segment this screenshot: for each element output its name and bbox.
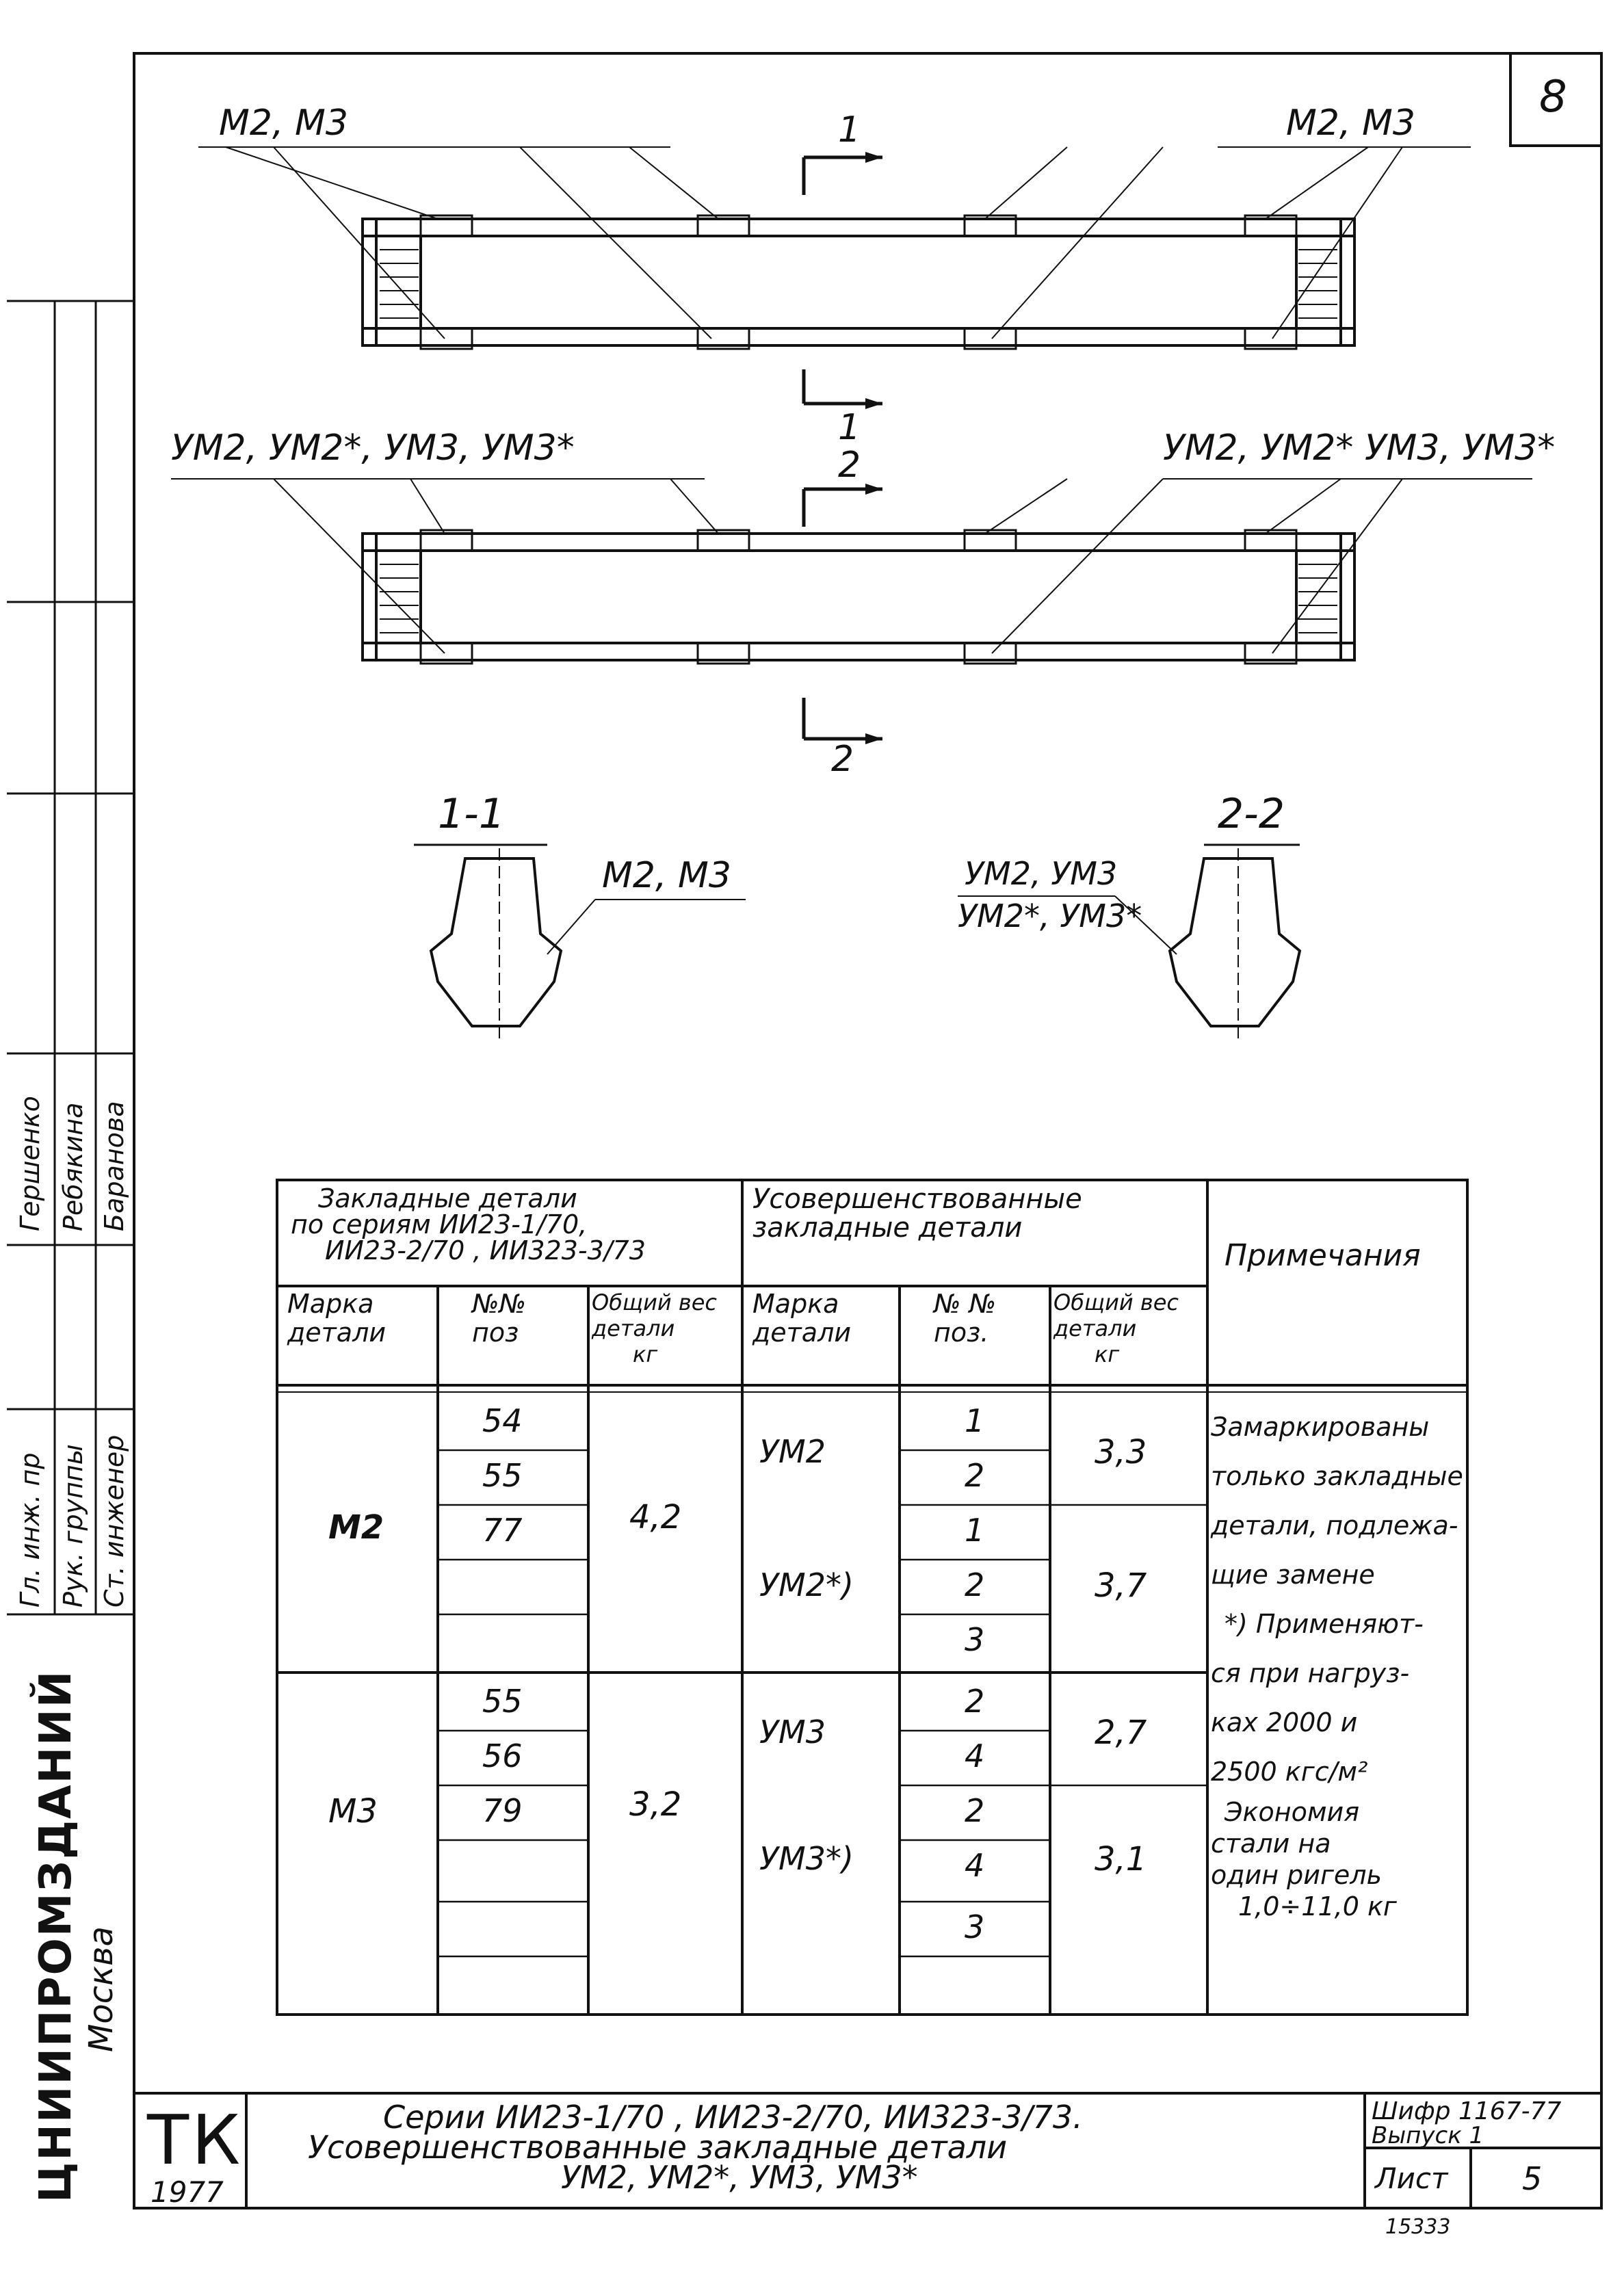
name-3: Баранова [99,1101,129,1231]
sheet-value: 5 [1522,2160,1543,2197]
beam1-section-mark-bottom: 1 [838,407,861,448]
col2-weight-header: Общий вес детали кг [1053,1289,1179,1367]
section1-label: М2, М3 [602,855,731,896]
org-name: ЦНИИПРОМЗДАНИЙ [31,1669,81,2203]
notes-header: Примечания [1224,1238,1421,1273]
beam2-section-mark-top: 2 [838,445,861,486]
group1-new2-pos-3: 3 [965,1621,985,1658]
col-weight-header: Общий вес детали кг [592,1289,717,1367]
group-left-line2: по сериям ИИ23-1/70, [291,1209,588,1240]
section2-label-top: УМ2, УМ3 [965,855,1118,892]
group1-weight: 4,2 [629,1498,682,1536]
group2-new2-weight: 3,1 [1095,1840,1147,1878]
name-1: Гершенко [15,1096,45,1231]
year: 1977 [150,2175,224,2209]
group-left-line3: ИИ23-2/70 , ИИ323-3/73 [325,1235,646,1265]
org-logo: ТК [147,2100,244,2180]
group1-pos-1: 54 [482,1402,523,1439]
group2-weight: 3,2 [629,1785,682,1824]
notes-text: Замаркированы только закладные детали, подлежа- щие замене *) Применяют- ся при нагруз- ках 2000 и 2500 кгс/м² Экономия стали на один ригель 1,0÷11,0 кг [1211,1412,1463,1922]
group1-new1-weight: 3,3 [1095,1433,1147,1471]
group2-new1-weight: 2,7 [1095,1714,1147,1752]
group1-new1-pos-2: 2 [965,1457,985,1494]
cipher: Шифр 1167-77 [1372,2097,1562,2125]
group2-new1-pos-1: 2 [965,1683,985,1720]
beam2-label-left: УМ2, УМ2*, УМ3, УМ3* [171,428,575,469]
role-3: Ст. инженер [99,1434,129,1608]
group2-new2-pos-1: 2 [965,1792,985,1829]
group-right-line2: закладные детали [752,1212,1023,1244]
sheet-label: Лист [1375,2162,1448,2195]
beam1-section-mark-top: 1 [838,109,861,150]
col2-pos-header: № № поз. [934,1289,997,1348]
group2-new2-pos-3: 3 [965,1909,985,1945]
group1-mark: М2 [328,1508,384,1547]
col-pos-header: №№ поз [472,1289,527,1348]
group2-new1-pos-2: 4 [965,1737,985,1774]
beam2-section-mark-bottom: 2 [831,739,854,780]
group2-pos-1: 55 [482,1683,523,1720]
section2-label-bottom: УМ2*, УМ3* [958,897,1142,934]
group1-new2-pos-1: 1 [965,1512,985,1549]
group1-new2-weight: 3,7 [1095,1566,1147,1605]
city: Москва [82,1926,120,2052]
role-1: Гл. инж. пр [15,1452,45,1608]
beam2-label-right: УМ2, УМ2* УМ3, УМ3* [1163,428,1556,469]
col-mark-header: Марка детали [287,1289,387,1348]
col2-mark-header: Марка детали [752,1289,852,1348]
beam-1-plan [363,219,1354,345]
group1-new2-pos-2: 2 [965,1566,985,1603]
group-left-line1: Закладные детали [318,1183,577,1214]
side-stamp-grid [7,301,134,1614]
group1-pos-3: 77 [482,1512,523,1549]
title-line-3: УМ2, УМ2*, УМ3, УМ3* [561,2159,918,2196]
group1-new1-pos-1: 1 [965,1402,985,1439]
group1-new2-mark: УМ2*) [759,1566,854,1603]
group2-new2-mark: УМ3*) [759,1840,854,1877]
group2-new1-mark: УМ3 [759,1714,826,1750]
name-2: Ребякина [58,1102,88,1231]
group-right-line1: Усовершенствованные [752,1183,1082,1215]
role-2: Рук. группы [58,1444,88,1608]
group2-new2-pos-2: 4 [965,1847,985,1884]
sheet-number: 8 [1539,72,1567,122]
title-line-2: Усовершенствованные закладные детали [308,2129,1008,2166]
section1-title: 1-1 [438,790,505,838]
title-line-1: Серии ИИ23-1/70 , ИИ23-2/70, ИИ323-3/73. [383,2099,1083,2136]
section2-title: 2-2 [1218,790,1285,838]
beam1-label-right: М2, М3 [1286,103,1415,144]
bottom-number: 15333 [1385,2215,1451,2239]
group2-pos-3: 79 [482,1792,523,1829]
group2-pos-2: 56 [482,1737,523,1774]
beam1-label-left: М2, М3 [219,103,348,144]
issue: Выпуск 1 [1372,2122,1484,2149]
group1-new1-mark: УМ2 [759,1433,826,1470]
group1-pos-2: 55 [482,1457,523,1494]
beam-2-plan [363,534,1354,660]
group2-mark: М3 [328,1792,378,1831]
